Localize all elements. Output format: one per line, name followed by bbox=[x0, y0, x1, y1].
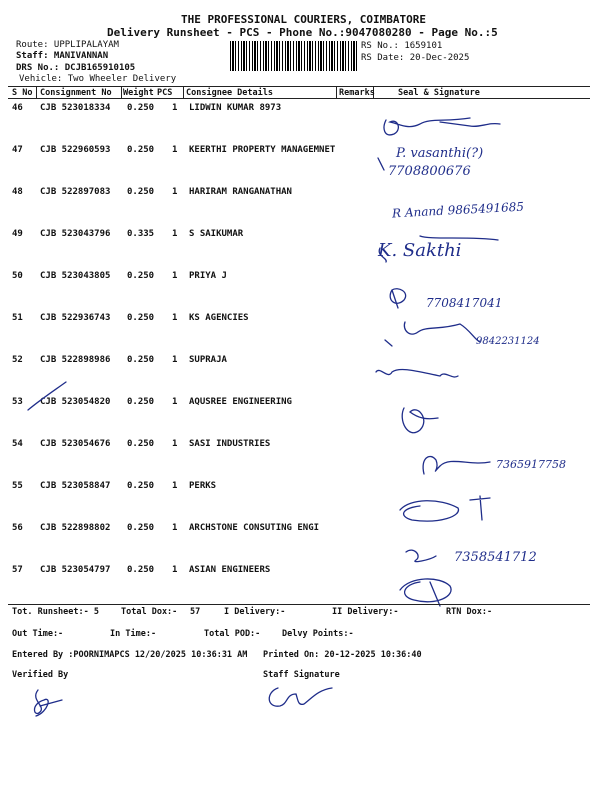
rs-date: RS Date: 20-Dec-2025 bbox=[361, 53, 470, 63]
ii-delivery: II Delivery:- bbox=[332, 607, 399, 617]
row-consignee: KEERTHI PROPERTY MANAGEMNET bbox=[189, 145, 336, 155]
col-sno: S No bbox=[12, 88, 33, 98]
signature-scribble bbox=[390, 289, 405, 308]
row-pcs: 1 bbox=[172, 481, 178, 491]
row-pcs: 1 bbox=[172, 271, 178, 281]
row-sno: 50 bbox=[12, 271, 23, 281]
rs-number: RS No.: 1659101 bbox=[361, 41, 443, 51]
row-weight: 0.250 bbox=[127, 397, 155, 407]
row-pcs: 1 bbox=[172, 439, 178, 449]
row-sno: 51 bbox=[12, 313, 23, 323]
row-consignee: HARIRAM RANGANATHAN bbox=[189, 187, 292, 197]
row-consignee: LIDWIN KUMAR 8973 bbox=[189, 103, 282, 113]
row-pcs: 1 bbox=[172, 145, 178, 155]
total-dox-label: Total Dox:- bbox=[121, 607, 178, 617]
in-time: In Time:- bbox=[110, 629, 157, 639]
row-sno: 47 bbox=[12, 145, 23, 155]
row-consignee: PERKS bbox=[189, 481, 217, 491]
signature-scribble bbox=[28, 382, 438, 433]
row-pcs: 1 bbox=[172, 397, 178, 407]
row-consignment-no: CJB 522898986 bbox=[40, 355, 111, 365]
signature-scribble bbox=[385, 322, 480, 346]
row-consignment-no: CJB 523054797 bbox=[40, 565, 111, 575]
signature-scribble bbox=[406, 550, 436, 562]
row-sno: 48 bbox=[12, 187, 23, 197]
row-sno: 49 bbox=[12, 229, 23, 239]
col-pcs: PCS bbox=[157, 88, 173, 98]
handwritten-name: P. vasanthi(?) bbox=[396, 146, 484, 161]
handwritten-name: K. Sakthi bbox=[378, 240, 462, 261]
row-consignee: AQUSREE ENGINEERING bbox=[189, 397, 292, 407]
row-sno: 54 bbox=[12, 439, 23, 449]
row-sno: 52 bbox=[12, 355, 23, 365]
row-pcs: 1 bbox=[172, 187, 178, 197]
handwritten-phone: 7708800676 bbox=[388, 164, 471, 179]
row-weight: 0.335 bbox=[127, 229, 155, 239]
handwritten-phone: 9842231124 bbox=[476, 336, 540, 347]
signature-scribble bbox=[400, 496, 490, 521]
total-dox-value: 57 bbox=[190, 607, 201, 617]
route: Route: UPPLIPALAYAM bbox=[16, 40, 119, 50]
handwritten-phone: 7708417041 bbox=[426, 296, 503, 310]
col-consignee: Consignee Details bbox=[186, 88, 273, 98]
row-pcs: 1 bbox=[172, 523, 178, 533]
row-consignee: ARCHSTONE CONSUTING ENGI bbox=[189, 523, 320, 533]
staff-signature-scribble bbox=[269, 688, 332, 706]
row-consignment-no: CJB 522936743 bbox=[40, 313, 111, 323]
row-sno: 57 bbox=[12, 565, 23, 575]
rtn-dox: RTN Dox:- bbox=[446, 607, 493, 617]
row-weight: 0.250 bbox=[127, 439, 155, 449]
staff-signature-label: Staff Signature bbox=[263, 670, 340, 680]
row-consignee: S SAIKUMAR bbox=[189, 229, 244, 239]
signature-scribble bbox=[400, 579, 451, 606]
col-weight: Weight bbox=[123, 88, 154, 98]
staff: Staff: MANIVANNAN bbox=[16, 51, 109, 61]
i-delivery: I Delivery:- bbox=[224, 607, 286, 617]
row-consignee: KS AGENCIES bbox=[189, 313, 249, 323]
row-consignment-no: CJB 523058847 bbox=[40, 481, 111, 491]
row-weight: 0.250 bbox=[127, 355, 155, 365]
row-consignment-no: CJB 522897083 bbox=[40, 187, 111, 197]
row-consignment-no: CJB 522960593 bbox=[40, 145, 111, 155]
vehicle: Vehicle: Two Wheeler Delivery bbox=[19, 74, 177, 84]
runsheet-subtitle: Delivery Runsheet - PCS - Phone No.:9047080280 - Page No.:5 bbox=[107, 26, 498, 39]
entered-by: Entered By :POORNIMAPCS 12/20/2025 10:36:31 AM bbox=[12, 650, 248, 660]
row-weight: 0.250 bbox=[127, 481, 155, 491]
row-pcs: 1 bbox=[172, 313, 178, 323]
handwritten-phone: 7365917758 bbox=[496, 458, 566, 471]
row-consignment-no: CJB 523054820 bbox=[40, 397, 111, 407]
row-pcs: 1 bbox=[172, 103, 178, 113]
row-consignment-no: CJB 523043796 bbox=[40, 229, 111, 239]
signature-scribble bbox=[376, 369, 458, 377]
signature-scribble bbox=[378, 158, 384, 170]
row-consignee: SASI INDUSTRIES bbox=[189, 439, 271, 449]
col-remarks: Remarks bbox=[339, 88, 375, 98]
verifier-signature bbox=[35, 690, 63, 716]
signature-scribble bbox=[384, 118, 500, 135]
delvy-points: Delvy Points:- bbox=[282, 629, 354, 639]
row-pcs: 1 bbox=[172, 229, 178, 239]
total-pod: Total POD:- bbox=[204, 629, 261, 639]
row-weight: 0.250 bbox=[127, 271, 155, 281]
row-weight: 0.250 bbox=[127, 313, 155, 323]
row-weight: 0.250 bbox=[127, 565, 155, 575]
verified-by: Verified By bbox=[12, 670, 69, 680]
row-consignment-no: CJB 523054676 bbox=[40, 439, 111, 449]
row-weight: 0.250 bbox=[127, 145, 155, 155]
row-sno: 56 bbox=[12, 523, 23, 533]
row-consignee: ASIAN ENGINEERS bbox=[189, 565, 271, 575]
printed-on: Printed On: 20-12-2025 10:36:40 bbox=[263, 650, 422, 660]
row-consignee: SUPRAJA bbox=[189, 355, 227, 365]
row-pcs: 1 bbox=[172, 355, 178, 365]
row-sno: 53 bbox=[12, 397, 23, 407]
col-consignment: Consignment No bbox=[40, 88, 112, 98]
row-consignment-no: CJB 523043805 bbox=[40, 271, 111, 281]
row-consignment-no: CJB 523018334 bbox=[40, 103, 111, 113]
handwritten-phone: 7358541712 bbox=[454, 550, 537, 565]
drs-number: DRS No.: DCJB165910105 bbox=[16, 63, 136, 73]
row-weight: 0.250 bbox=[127, 187, 155, 197]
col-seal-signature: Seal & Signature bbox=[398, 88, 480, 98]
out-time: Out Time:- bbox=[12, 629, 64, 639]
row-pcs: 1 bbox=[172, 565, 178, 575]
tot-runsheet: Tot. Runsheet:- 5 bbox=[12, 607, 99, 617]
company-title: THE PROFESSIONAL COURIERS, COIMBATORE bbox=[181, 13, 427, 26]
row-weight: 0.250 bbox=[127, 103, 155, 113]
row-consignment-no: CJB 522898802 bbox=[40, 523, 111, 533]
row-sno: 46 bbox=[12, 103, 23, 113]
row-weight: 0.250 bbox=[127, 523, 155, 533]
handwritten-note: R Anand 9865491685 bbox=[391, 199, 525, 221]
signature-scribble bbox=[423, 456, 490, 474]
row-sno: 55 bbox=[12, 481, 23, 491]
footer-rule bbox=[8, 604, 590, 605]
row-consignee: PRIYA J bbox=[189, 271, 227, 281]
